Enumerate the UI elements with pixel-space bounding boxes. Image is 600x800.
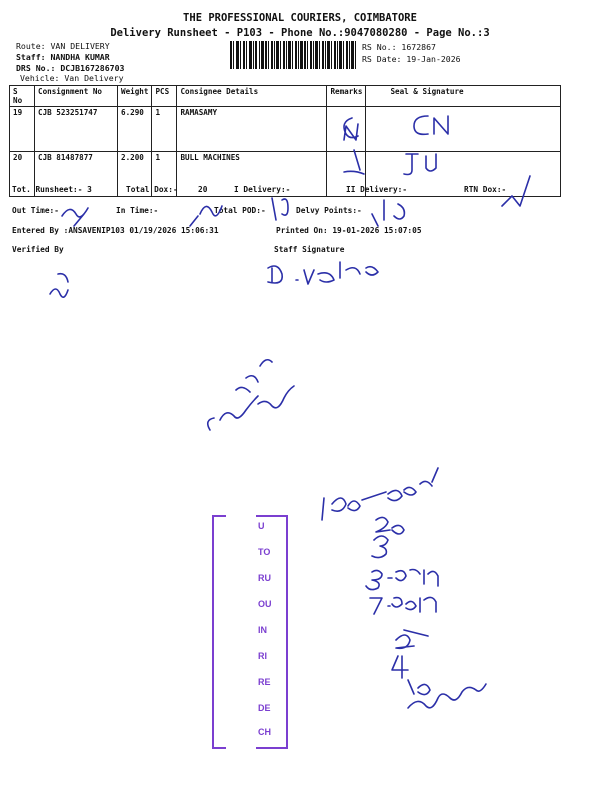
stamp-letter: RI xyxy=(258,651,267,661)
staff-label: Staff: NANDHA KUMAR xyxy=(16,52,110,62)
rtn-dox: RTN Dox:- xyxy=(464,185,507,194)
total-dox-value: 20 xyxy=(198,185,208,194)
col-consignee: Consignee Details xyxy=(177,86,327,107)
table-header-row xyxy=(10,86,561,107)
row-sno: 20 xyxy=(10,152,35,197)
row-consignment: CJB 81487877 xyxy=(35,152,118,197)
col-pcs: PCS xyxy=(152,86,177,107)
row-pcs: 1 xyxy=(152,152,177,197)
col-sno: S No xyxy=(10,86,35,107)
runsheet-table xyxy=(9,85,561,197)
entered-by: Entered By :ANSAVENIP103 01/19/2026 15:06:31 xyxy=(12,226,219,235)
table-row xyxy=(10,107,561,152)
stamp-letter: OU xyxy=(258,599,272,609)
stamp-letter: TO xyxy=(258,547,271,557)
stamp-letter: RU xyxy=(258,573,271,583)
row-remarks xyxy=(327,107,366,152)
stamp-left-bar xyxy=(212,515,226,749)
row-weight: 6.290 xyxy=(118,107,152,152)
staff-signature-label: Staff Signature xyxy=(274,245,345,254)
row-consignment: CJB 523251747 xyxy=(35,107,118,152)
row-weight: 2.200 xyxy=(118,152,152,197)
stamp-letter: RE xyxy=(258,677,271,687)
tot-runsheet: Tot. Runsheet:- 3 xyxy=(12,185,92,194)
row-consignee: BULL MACHINES xyxy=(177,152,327,197)
stamp-letter: IN xyxy=(258,625,267,635)
delvy-points: Delvy Points:- xyxy=(296,206,362,215)
out-time: Out Time:- xyxy=(12,206,59,215)
route-label: Route: VAN DELIVERY xyxy=(16,41,110,51)
in-time: In Time:- xyxy=(116,206,159,215)
rubber-stamp xyxy=(256,515,288,749)
verified-by: Verified By xyxy=(12,245,64,254)
total-pod: Total POD:- xyxy=(214,206,266,215)
drs-label: DRS No.: DCJB167286703 xyxy=(16,63,125,73)
i-delivery: I Delivery:- xyxy=(234,185,291,194)
barcode xyxy=(230,41,356,69)
runsheet-title: Delivery Runsheet - P103 - Phone No.:9047080280 - Page No.:3 xyxy=(110,27,490,39)
col-consignment: Consignment No xyxy=(35,86,118,107)
rs-date: RS Date: 19-Jan-2026 xyxy=(362,54,461,64)
row-pcs: 1 xyxy=(152,107,177,152)
stamp-letter: U xyxy=(258,521,265,531)
company-name: THE PROFESSIONAL COURIERS, COIMBATORE xyxy=(183,12,417,24)
row-sno: 19 xyxy=(10,107,35,152)
col-remarks: Remarks xyxy=(327,86,366,107)
rs-number: RS No.: 1672867 xyxy=(362,42,436,52)
row-consignee: RAMASAMY xyxy=(177,107,327,152)
col-weight: Weight xyxy=(118,86,152,107)
printed-on: Printed On: 19-01-2026 15:07:05 xyxy=(276,226,422,235)
vehicle-label: Vehicle: Van Delivery xyxy=(20,73,124,83)
total-dox-label: Total Dox:- xyxy=(126,185,178,194)
stamp-letter: DE xyxy=(258,703,271,713)
stamp-letter: CH xyxy=(258,727,271,737)
row-seal xyxy=(366,107,561,152)
ii-delivery: II Delivery:- xyxy=(346,185,408,194)
col-seal-signature: Seal & Signature xyxy=(366,86,561,107)
